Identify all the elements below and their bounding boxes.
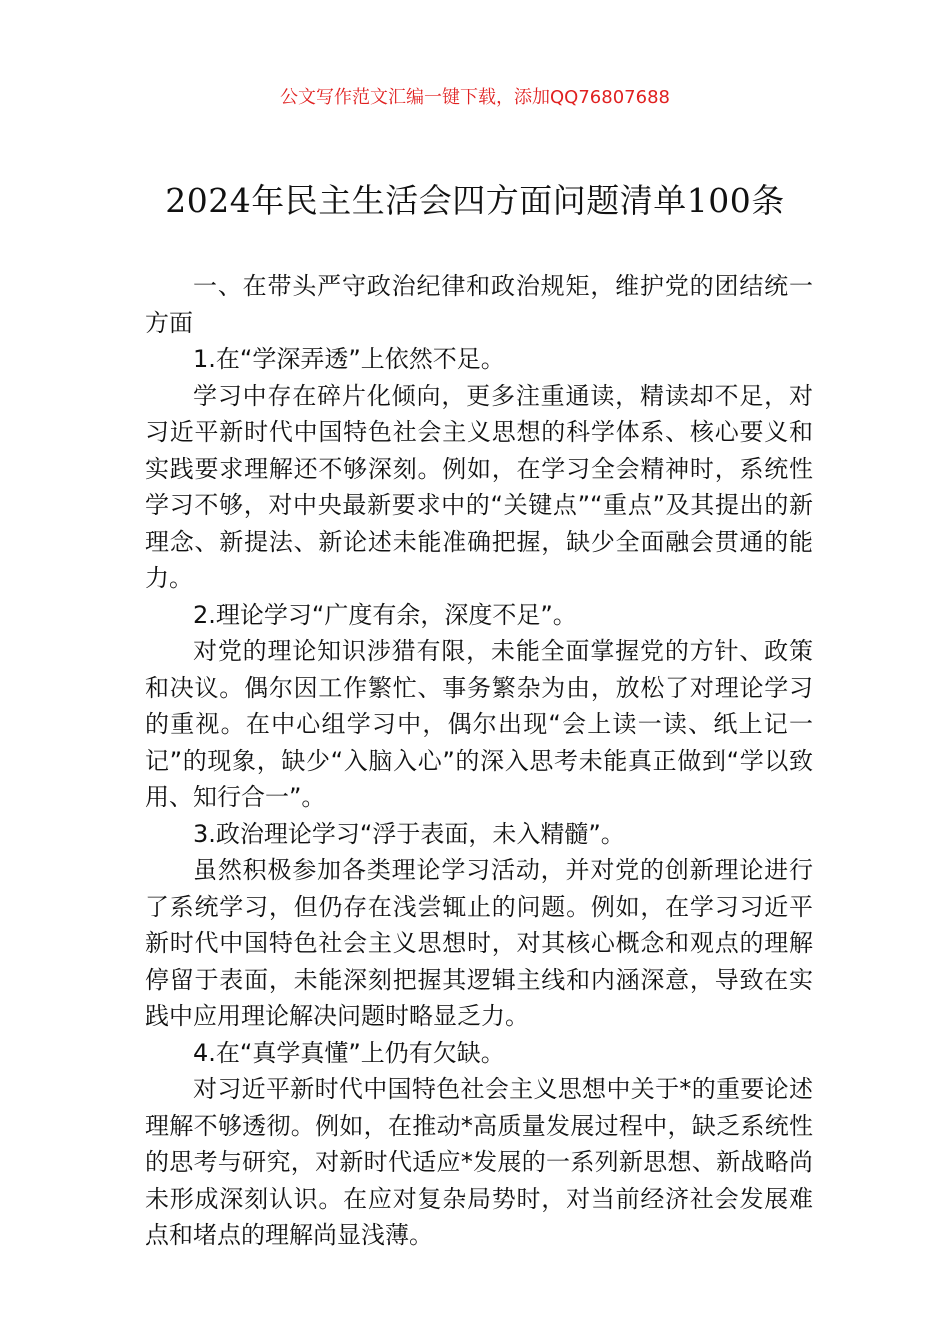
item-body-4: 对习近平新时代中国特色社会主义思想中关于*的重要论述理解不够透彻。例如，在推动*高质量发展过程中，缺乏系统性的思考与研究，对新时代适应*发展的一系列新思想、新战略尚未形成深刻认识。在应对复杂局势时，对当前经济社会发展难点和堵点的理解尚显浅薄。 — [145, 1075, 813, 1249]
item-heading-1: 1.在“学深弄透”上依然不足。 — [193, 345, 505, 373]
item-heading-3: 3.政治理论学习“浮于表面，未入精髓”。 — [193, 819, 625, 848]
item-heading-4: 4.在“真学真懂”上仍有欠缺。 — [193, 1038, 505, 1067]
item-heading-2: 2.理论学习“广度有余，深度不足”。 — [193, 600, 577, 629]
document-title: 2024年民主生活会四方面问题清单100条 — [165, 181, 785, 220]
document-body — [145, 268, 813, 1254]
item-body-3: 虽然积极参加各类理论学习活动，并对党的创新理论进行了系统学习，但仍存在浅尝辄止的问题。例如，在学习习近平新时代中国特色社会主义思想时，对其核心概念和观点的理解停留于表面，未能深刻把握其逻辑主线和内涵深意，导致在实践中应用理论解决问题时略显乏力。 — [145, 856, 813, 1030]
item-body-2: 对党的理论知识涉猎有限，未能全面掌握党的方针、政策和决议。偶尔因工作繁忙、事务繁杂为由，放松了对理论学习的重视。在中心组学习中，偶尔出现“会上读一读、纸上记一记”的现象，缺少“入脑入心”的深入思考未能真正做到“学以致用、知行合一”。 — [145, 637, 813, 811]
item-body-1: 学习中存在碎片化倾向，更多注重通读，精读却不足，对习近平新时代中国特色社会主义思想的科学体系、核心要义和实践要求理解还不够深刻。例如，在学习全会精神时，系统性学习不够，对中央最新要求中的“关键点”“重点”及其提出的新理念、新提法、新论述未能准确把握，缺少全面融会贯通的能力。 — [145, 381, 813, 592]
section-heading: 一、在带头严守政治纪律和政治规矩，维护党的团结统一方面 — [145, 272, 813, 337]
promo-banner[interactable]: 公文写作范文汇编一键下载，添加QQ76807688 — [280, 87, 670, 108]
